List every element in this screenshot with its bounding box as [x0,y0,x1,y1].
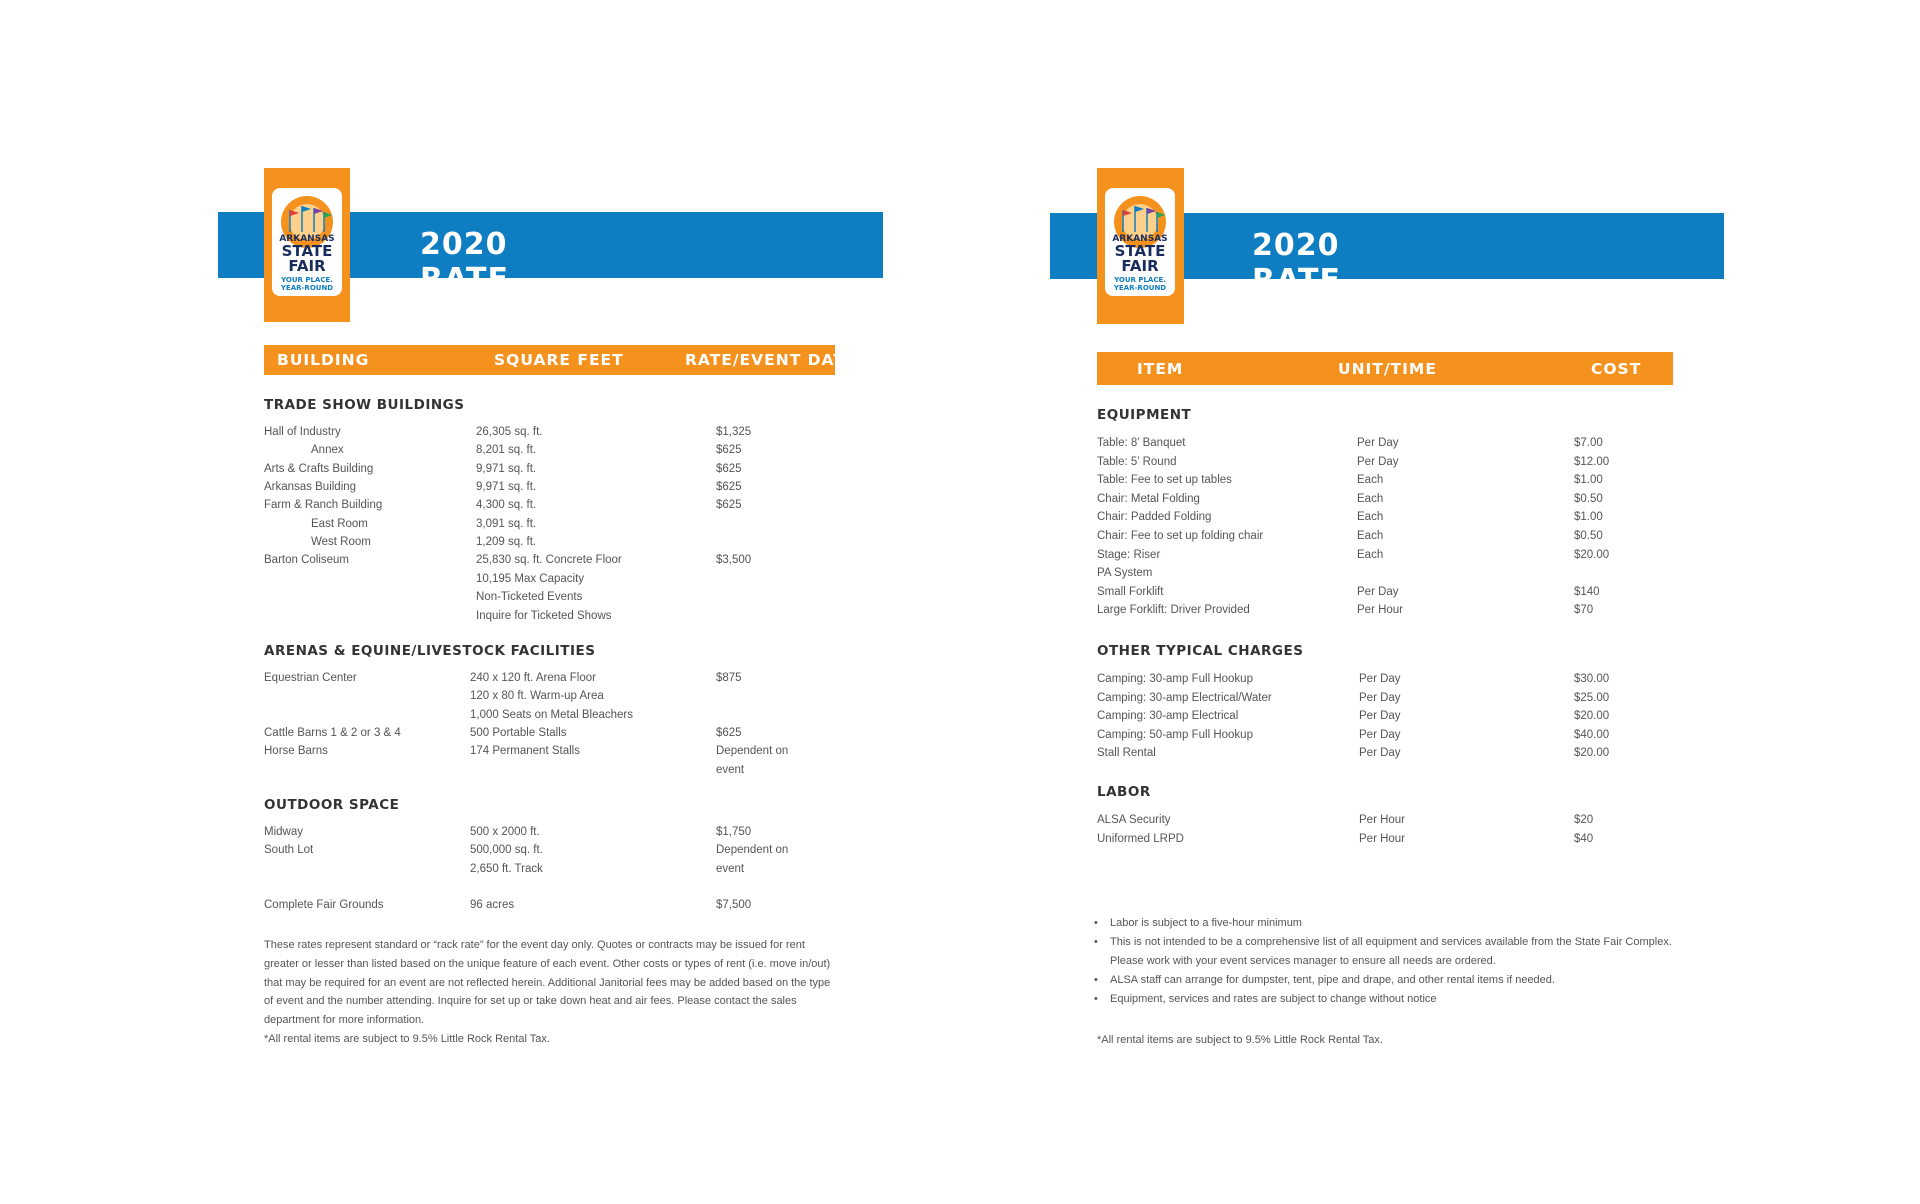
right-section-heading: EQUIPMENT [1097,407,1192,423]
rate-value: $625 [716,481,742,494]
table-row [264,706,834,724]
table-row [264,478,834,496]
table-row [1097,434,1673,452]
rate-value: Dependent on [716,844,789,857]
building-name: West Room [311,536,371,549]
unit-time-value: Per Hour [1357,604,1404,617]
square-feet-value: 500 x 2000 ft. [470,826,540,838]
header-item: ITEM [1137,359,1184,378]
unit-time-value: Each [1357,548,1384,561]
unit-time-value: Per Day [1359,673,1401,685]
cost-value: $25.00 [1574,691,1610,704]
unit-time-value: Each [1357,511,1384,524]
cost-value: $12.00 [1574,455,1610,468]
unit-time-value: Each [1357,474,1384,487]
cost-value: $0.50 [1574,492,1603,505]
left-section-heading: ARENAS & EQUINE/LIVESTOCK FACILITIES [264,643,596,659]
left-page-title: 2020 RATE SHEET [420,227,534,332]
square-feet-value: 8,201 sq. ft. [476,444,537,457]
left-section-heading: TRADE SHOW BUILDINGS [264,397,465,413]
note-bullet: • Labor is subject to a five-hour minimum [1094,914,1674,933]
rate-value: event [716,763,745,776]
item-name: Camping: 30-amp Full Hookup [1097,673,1253,685]
right-state-fair-logo [1097,168,1184,324]
table-row [264,896,834,914]
table-row [264,724,834,742]
header-square-feet: SQUARE FEET [494,351,624,369]
rate-value: $625 [716,444,742,457]
right-column-header [1097,352,1673,385]
rate-value: Dependent on [716,745,789,758]
table-row [264,460,834,478]
building-name: South Lot [264,844,314,857]
square-feet-value: 96 acres [470,899,515,912]
table-row [1097,527,1673,545]
table-row [1097,583,1673,601]
cost-value: $20.00 [1574,747,1610,760]
building-name: Midway [264,826,303,838]
table-row [264,441,834,459]
unit-time-value: Per Day [1359,728,1401,741]
state-fair-logo-icon [272,188,342,296]
svg-text:ARKANSAS: ARKANSAS [279,234,335,244]
cost-value: $40.00 [1574,728,1610,741]
item-name: Table: 5’ Round [1097,455,1177,468]
right-section-heading: LABOR [1097,784,1151,800]
table-row [1097,601,1673,619]
svg-text:YEAR-ROUND: YEAR-ROUND [280,284,334,292]
building-name: Hall of Industry [264,426,341,438]
table-row [1097,707,1673,725]
table-row [1097,689,1673,707]
header-rate-event-day: RATE/EVENT DAY [685,351,846,369]
table-row [264,687,834,705]
item-name: Table: 8’ Banquet [1097,437,1186,449]
table-row [264,878,834,896]
table-row [1097,508,1673,526]
table-row [264,607,834,625]
table-row [264,423,834,441]
square-feet-value: 500,000 sq. ft. [470,844,543,857]
table-row [264,496,834,514]
note-bullet: • ALSA staff can arrange for dumpster, tent, pipe and drape, and other rental items if needed. [1094,971,1674,990]
header-cost: COST [1591,359,1642,378]
building-name: Farm & Ranch Building [264,499,383,512]
square-feet-value: Inquire for Ticketed Shows [476,609,612,622]
square-feet-value: 26,305 sq. ft. [476,426,543,438]
rate-value: $875 [716,672,742,684]
item-name: Small Forklift [1097,585,1164,598]
unit-time-value: Per Day [1357,437,1399,449]
svg-text:STATE: STATE [1114,242,1166,260]
unit-time-value: Each [1357,492,1384,505]
table-row [264,761,834,779]
table-row [264,860,834,878]
table-row [1097,490,1673,508]
svg-text:FAIR: FAIR [288,257,326,275]
rate-value: event [716,862,745,875]
unit-time-value: Per Day [1357,585,1399,598]
square-feet-value: 3,091 sq. ft. [476,517,537,530]
table-row [264,823,834,841]
note-bullet: • Equipment, services and rates are subject to change without notice [1094,990,1674,1009]
table-row [1097,726,1673,744]
header-building: BUILDING [277,351,370,369]
square-feet-value: 9,971 sq. ft. [476,462,537,475]
unit-time-value: Per Hour [1359,814,1406,826]
rate-value: $625 [716,499,742,512]
item-name: Stall Rental [1097,747,1156,760]
unit-time-value: Per Hour [1359,832,1406,845]
building-name: Horse Barns [264,745,328,758]
svg-text:YEAR-ROUND: YEAR-ROUND [1113,284,1167,292]
cost-value: $20.00 [1574,710,1610,723]
note-bullet: • This is not intended to be a comprehensive list of all equipment and services available from the State Fair Complex. Please work with your event services manager to ensure all needs are ordered. [1094,933,1674,971]
rate-value: $625 [716,727,742,740]
table-row [1097,744,1673,762]
right-tax-note: *All rental items are subject to 9.5% Little Rock Rental Tax. [1097,1034,1383,1046]
building-name: Annex [311,444,344,457]
svg-text:FAIR: FAIR [1121,257,1159,275]
square-feet-value: 9,971 sq. ft. [476,481,537,494]
svg-text:YOUR PLACE.: YOUR PLACE. [281,276,333,284]
item-name: Chair: Fee to set up folding chair [1097,530,1264,542]
table-row [264,841,834,859]
unit-time-value: Per Day [1359,747,1401,760]
cost-value: $20.00 [1574,548,1610,561]
cost-value: $20 [1574,814,1594,826]
square-feet-value: 4,300 sq. ft. [476,499,537,512]
cost-value: $0.50 [1574,530,1603,542]
right-notes-list [1094,914,1674,1009]
table-row [264,515,834,533]
left-state-fair-logo [264,168,350,322]
right-section-heading: OTHER TYPICAL CHARGES [1097,643,1304,659]
cost-value: $40 [1574,832,1594,845]
square-feet-value: 25,830 sq. ft. Concrete Floor [476,554,622,567]
table-row [264,669,834,687]
building-name: East Room [311,517,368,530]
table-row [1097,811,1673,829]
square-feet-value: 120 x 80 ft. Warm-up Area [470,690,604,703]
item-name: Camping: 50-amp Full Hookup [1097,728,1253,741]
right-page-title: 2020 RATE SHEET [1252,228,1366,333]
square-feet-value: 10,195 Max Capacity [476,572,585,585]
table-row [1097,471,1673,489]
cost-value: $30.00 [1574,673,1610,685]
unit-time-value: Per Day [1359,710,1401,723]
square-feet-value: 240 x 120 ft. Arena Floor [470,672,596,684]
cost-value: $70 [1574,604,1594,617]
building-name: Arts & Crafts Building [264,462,374,475]
rate-value: $1,750 [716,826,752,838]
building-name: Arkansas Building [264,481,357,494]
item-name: Camping: 30-amp Electrical/Water [1097,691,1272,704]
table-row [264,570,834,588]
left-rates-disclaimer: These rates represent standard or “rack rate” for the event day only. Quotes or contracts may be issued for rent greater or lesser than listed based on the unique feature of each event. Other costs or types of rent (i.e. move in/out) that may be required for an event are not reflected herein. Additional Janitorial fees may be added based on the type of event and the number attending. Inquire for set up or take down heat and air fees. Please contact the sales department for more information. [264,939,831,1027]
square-feet-value: 2,650 ft. Track [470,862,543,875]
rate-value: $3,500 [716,554,752,567]
table-row [264,742,834,760]
unit-time-value: Per Day [1359,691,1401,704]
table-row [1097,830,1673,848]
table-row [264,551,834,569]
table-row [1097,670,1673,688]
square-feet-value: 1,000 Seats on Metal Bleachers [470,708,634,721]
building-name: Barton Coliseum [264,554,350,567]
left-column-header [264,345,846,375]
square-feet-value: 1,209 sq. ft. [476,536,537,549]
item-name: Table: Fee to set up tables [1097,474,1232,487]
building-name: Equestrian Center [264,672,357,684]
left-section-heading: OUTDOOR SPACE [264,797,400,813]
cost-value: $140 [1574,585,1600,598]
state-fair-logo-icon [1105,188,1175,296]
square-feet-value: Non-Ticketed Events [476,591,583,604]
svg-text:YOUR PLACE.: YOUR PLACE. [1114,276,1166,284]
item-name: Chair: Metal Folding [1097,492,1200,505]
rate-value: $7,500 [716,899,752,912]
building-name: Complete Fair Grounds [264,899,384,912]
item-name: Camping: 30-amp Electrical [1097,710,1239,723]
item-name: Stage: Riser [1097,548,1161,561]
item-name: Chair: Padded Folding [1097,511,1212,524]
svg-text:ARKANSAS: ARKANSAS [1112,234,1168,244]
rate-value: $625 [716,462,742,475]
svg-text:STATE: STATE [281,242,333,260]
table-row [1097,564,1673,582]
table-row [264,588,834,606]
square-feet-value: 174 Permanent Stalls [470,745,580,758]
table-row [1097,546,1673,564]
left-tax-note: *All rental items are subject to 9.5% Little Rock Rental Tax. [264,1033,550,1045]
building-name: Cattle Barns 1 & 2 or 3 & 4 [264,727,401,740]
cost-value: $1.00 [1574,511,1603,524]
cost-value: $7.00 [1574,437,1603,449]
square-feet-value: 500 Portable Stalls [470,727,567,740]
cost-value: $1.00 [1574,474,1603,487]
unit-time-value: Per Day [1357,455,1399,468]
unit-time-value: Each [1357,530,1384,542]
header-unit-time: UNIT/TIME [1338,359,1437,378]
item-name: PA System [1097,567,1153,580]
table-row [1097,453,1673,471]
table-row [264,533,834,551]
item-name: ALSA Security [1097,814,1171,826]
rate-value: $1,325 [716,426,752,438]
item-name: Large Forklift: Driver Provided [1097,604,1250,617]
item-name: Uniformed LRPD [1097,832,1184,845]
